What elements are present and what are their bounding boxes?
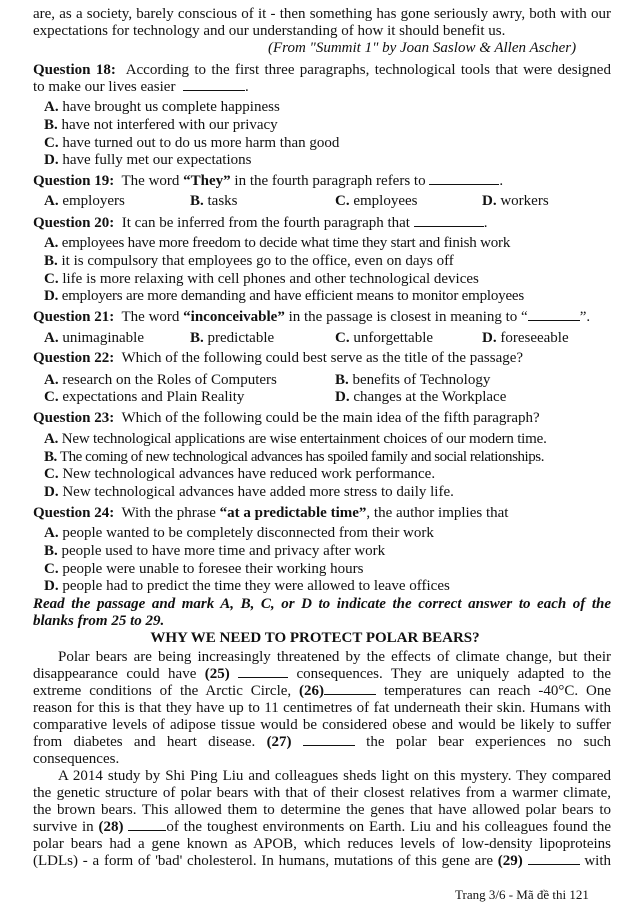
option-a[interactable]	[44, 193, 125, 210]
option-d[interactable]	[335, 389, 506, 406]
option-c[interactable]	[44, 389, 244, 406]
option-d[interactable]	[482, 193, 549, 210]
option-a[interactable]	[44, 235, 510, 252]
option-letter: A.	[44, 193, 59, 209]
question-text: It can be inferred from the fourth paragraph that	[121, 215, 410, 231]
option-text: employers	[62, 193, 125, 209]
option-b[interactable]	[44, 543, 385, 560]
passage-line	[33, 819, 611, 836]
passage-line	[33, 666, 611, 683]
option-text: benefits of Technology	[352, 372, 491, 388]
question-keyword: “inconceivable”	[183, 309, 285, 325]
option-a[interactable]	[44, 525, 434, 542]
question-label: Question 24:	[33, 505, 115, 521]
passage-line: Polar bears are being increasingly threatened by the effects of climate change, but their	[58, 649, 611, 665]
option-text: life is more relaxing with cell phones and other technological devices	[62, 271, 479, 287]
option-text: unforgettable	[353, 330, 434, 346]
option-letter: B.	[44, 117, 58, 133]
option-a[interactable]	[44, 431, 547, 448]
passage-text: extreme conditions of the Arctic Circle,	[33, 683, 300, 699]
option-c[interactable]	[44, 561, 364, 578]
question-23	[33, 410, 540, 427]
blank-number-26: (26)	[299, 683, 325, 699]
question-label: Question 18:	[33, 62, 116, 78]
option-letter: C.	[44, 271, 59, 287]
option-d[interactable]	[44, 578, 450, 595]
option-letter: C.	[335, 330, 350, 346]
passage-line: consequences.	[33, 751, 120, 767]
passage-line: the genetic structure of polar bears with that of their closest relatives from a warmer climate,	[33, 785, 611, 801]
option-text: New technological advances have added more stress to daily life.	[62, 484, 454, 500]
option-a[interactable]	[44, 330, 144, 347]
option-letter: B.	[44, 543, 58, 559]
option-c[interactable]	[44, 466, 435, 483]
option-text: people wanted to be completely disconnected from their work	[62, 525, 434, 541]
option-letter: C.	[44, 389, 59, 405]
answer-blank	[528, 309, 580, 321]
option-text: have turned out to do us more harm than good	[62, 135, 340, 151]
blank-number-25: (25)	[204, 666, 230, 682]
answer-blank	[324, 683, 376, 695]
passage-text: of the toughest environments on Earth. Liu and his colleagues found the	[166, 819, 611, 835]
option-text: New technological advances have reduced work performance.	[62, 466, 436, 482]
option-b[interactable]	[190, 330, 274, 347]
option-c[interactable]	[335, 193, 418, 210]
option-letter: B.	[190, 193, 204, 209]
question-22	[33, 350, 523, 367]
blank-number-28: (28)	[98, 819, 124, 835]
passage-line	[33, 683, 611, 700]
passage-text: temperatures can reach -40°C. One	[376, 683, 612, 699]
option-text: changes at the Workplace	[353, 389, 507, 405]
option-text: predictable	[207, 330, 275, 346]
option-text: New technological applications are wise entertainment choices of our modern time.	[61, 431, 547, 447]
question-text: in the passage is closest in meaning to “	[284, 309, 528, 325]
option-letter: B.	[44, 449, 57, 465]
option-d[interactable]	[482, 330, 569, 347]
option-text: it is compulsory that employees go to the office, even on days off	[61, 253, 454, 269]
option-b[interactable]	[190, 193, 238, 210]
question-text: , the author implies that	[366, 505, 509, 521]
option-text: have not interfered with our privacy	[61, 117, 278, 133]
option-text: unimaginable	[62, 330, 144, 346]
question-label: Question 20:	[33, 215, 115, 231]
question-text: The word	[121, 173, 184, 189]
option-letter: A.	[44, 431, 59, 447]
option-letter: D.	[482, 330, 497, 346]
passage-text: with	[579, 853, 612, 869]
question-21	[33, 309, 590, 326]
question-text: With the phrase	[121, 505, 220, 521]
answer-blank	[414, 215, 484, 227]
option-letter: A.	[44, 330, 59, 346]
option-letter: B.	[335, 372, 349, 388]
option-letter: A.	[44, 99, 59, 115]
option-text: research on the Roles of Computers	[62, 372, 277, 388]
passage-text: the polar bear experiences no such	[354, 734, 611, 750]
passage-line: are, as a society, barely conscious of it - then something has gone seriously awry, both with our	[33, 6, 611, 22]
option-letter: D.	[335, 389, 350, 405]
passage-line	[33, 734, 611, 751]
option-text: workers	[500, 193, 549, 209]
question-keyword: “at a predictable time”	[219, 505, 367, 521]
option-text: have fully met our expectations	[62, 152, 252, 168]
option-d[interactable]	[44, 288, 524, 305]
option-letter: C.	[44, 466, 59, 482]
passage-text: from diabetes and heart disease.	[33, 734, 267, 750]
passage-citation: (From "Summit 1" by Joan Saslow & Allen Ascher)	[268, 40, 577, 56]
option-text: have brought us complete happiness	[62, 99, 280, 115]
option-letter: A.	[44, 235, 59, 251]
option-text: people used to have more time and privacy after work	[61, 543, 386, 559]
passage-line: the brown bears. This allowed them to determine the genes that have allowed polar bears to	[33, 802, 611, 818]
passage-line: polar bears had a gene known as APOB, which reduces levels of low-density lipoproteins	[33, 836, 611, 852]
passage-text: (LDLs) - a form of 'bad' cholesterol. In humans, mutations of this gene are	[33, 853, 498, 869]
option-a[interactable]	[44, 99, 280, 116]
option-c[interactable]	[335, 330, 433, 347]
question-19: Question 19: The word “They” in the fourth paragraph refers to .	[33, 173, 504, 189]
question-18	[33, 62, 611, 79]
question-text: According to the first three paragraphs, technological tools that were designed	[125, 62, 611, 78]
option-letter: A.	[44, 372, 59, 388]
question-text: Which of the following could best serve as the title of the passage?	[121, 350, 524, 366]
option-d[interactable]	[44, 484, 454, 501]
option-text: expectations and Plain Reality	[62, 389, 245, 405]
option-a[interactable]	[44, 372, 277, 389]
question-keyword: “They”	[183, 173, 231, 189]
option-text: The coming of new technological advances has spoiled family and social relationships.	[59, 449, 544, 465]
question-label: Question 23:	[33, 410, 115, 426]
passage-line: reason for this is that they have up to 11 centimetres of fat underneath their skin. Humans with	[33, 700, 611, 716]
passage-text: consequences. They are uniquely adapted to the	[288, 666, 611, 682]
option-text: tasks	[207, 193, 238, 209]
option-b[interactable]	[44, 253, 454, 270]
question-text: in the fourth paragraph refers to	[230, 173, 426, 189]
passage-line: expectations for technology and our understanding of how it should benefit us.	[33, 23, 506, 39]
blank-number-29: (29)	[497, 853, 523, 869]
option-d[interactable]	[44, 152, 251, 169]
option-letter: A.	[44, 525, 59, 541]
question-text: The word	[121, 309, 184, 325]
option-b[interactable]	[44, 117, 278, 134]
question-18-line2: to make our lives easier .	[33, 79, 249, 95]
passage-text: disappearance could have	[33, 666, 205, 682]
option-text: people were unable to foresee their working hours	[62, 561, 364, 577]
option-letter: D.	[44, 288, 59, 304]
passage-text: survive in	[33, 819, 99, 835]
option-letter: D.	[482, 193, 497, 209]
option-text: employees	[353, 193, 418, 209]
option-text: employers are more demanding and have efficient means to monitor employees	[61, 288, 525, 304]
passage-line: A 2014 study by Shi Ping Liu and colleagues sheds light on this mystery. They compared	[58, 768, 611, 784]
option-b[interactable]	[335, 372, 490, 389]
instruction-line: Read the passage and mark A, B, C, or D to indicate the correct answer to each of the	[33, 596, 611, 612]
answer-blank	[183, 79, 245, 91]
option-c[interactable]	[44, 135, 339, 152]
question-label: Question 21:	[33, 309, 115, 325]
answer-blank	[238, 666, 288, 678]
question-text: Which of the following could be the main idea of the fifth paragraph?	[121, 410, 540, 426]
option-letter: D.	[44, 152, 59, 168]
answer-blank	[303, 734, 355, 746]
passage-line: comparative levels of adipose tissue would be considered obese and would be likely to suffer	[33, 717, 611, 733]
option-letter: D.	[44, 484, 59, 500]
option-letter: C.	[44, 135, 59, 151]
option-letter: D.	[44, 578, 59, 594]
blank-number-27: (27)	[266, 734, 292, 750]
question-label: Question 19:	[33, 173, 115, 189]
page-footer: Trang 3/6 - Mã đề thi 121	[455, 887, 589, 902]
answer-blank	[429, 173, 499, 185]
option-b[interactable]	[44, 449, 544, 466]
option-c[interactable]	[44, 271, 479, 288]
passage-line	[33, 853, 611, 870]
answer-blank	[528, 853, 580, 865]
option-text: foreseeable	[500, 330, 569, 346]
option-text: people had to predict the time they were allowed to leave offices	[62, 578, 450, 594]
instruction-line: blanks from 25 to 29.	[33, 613, 165, 629]
option-text: employees have more freedom to decide what time they start and finish work	[61, 235, 511, 251]
option-letter: B.	[190, 330, 204, 346]
answer-blank	[128, 819, 166, 831]
question-20: Question 20: It can be inferred from the fourth paragraph that .	[33, 215, 488, 231]
question-24	[33, 505, 508, 522]
passage-title: WHY WE NEED TO PROTECT POLAR BEARS?	[150, 630, 480, 646]
question-text: ”.	[579, 309, 591, 325]
question-label: Question 22:	[33, 350, 115, 366]
option-letter: B.	[44, 253, 58, 269]
option-letter: C.	[44, 561, 59, 577]
option-letter: C.	[335, 193, 350, 209]
question-text: to make our lives easier	[33, 79, 176, 95]
